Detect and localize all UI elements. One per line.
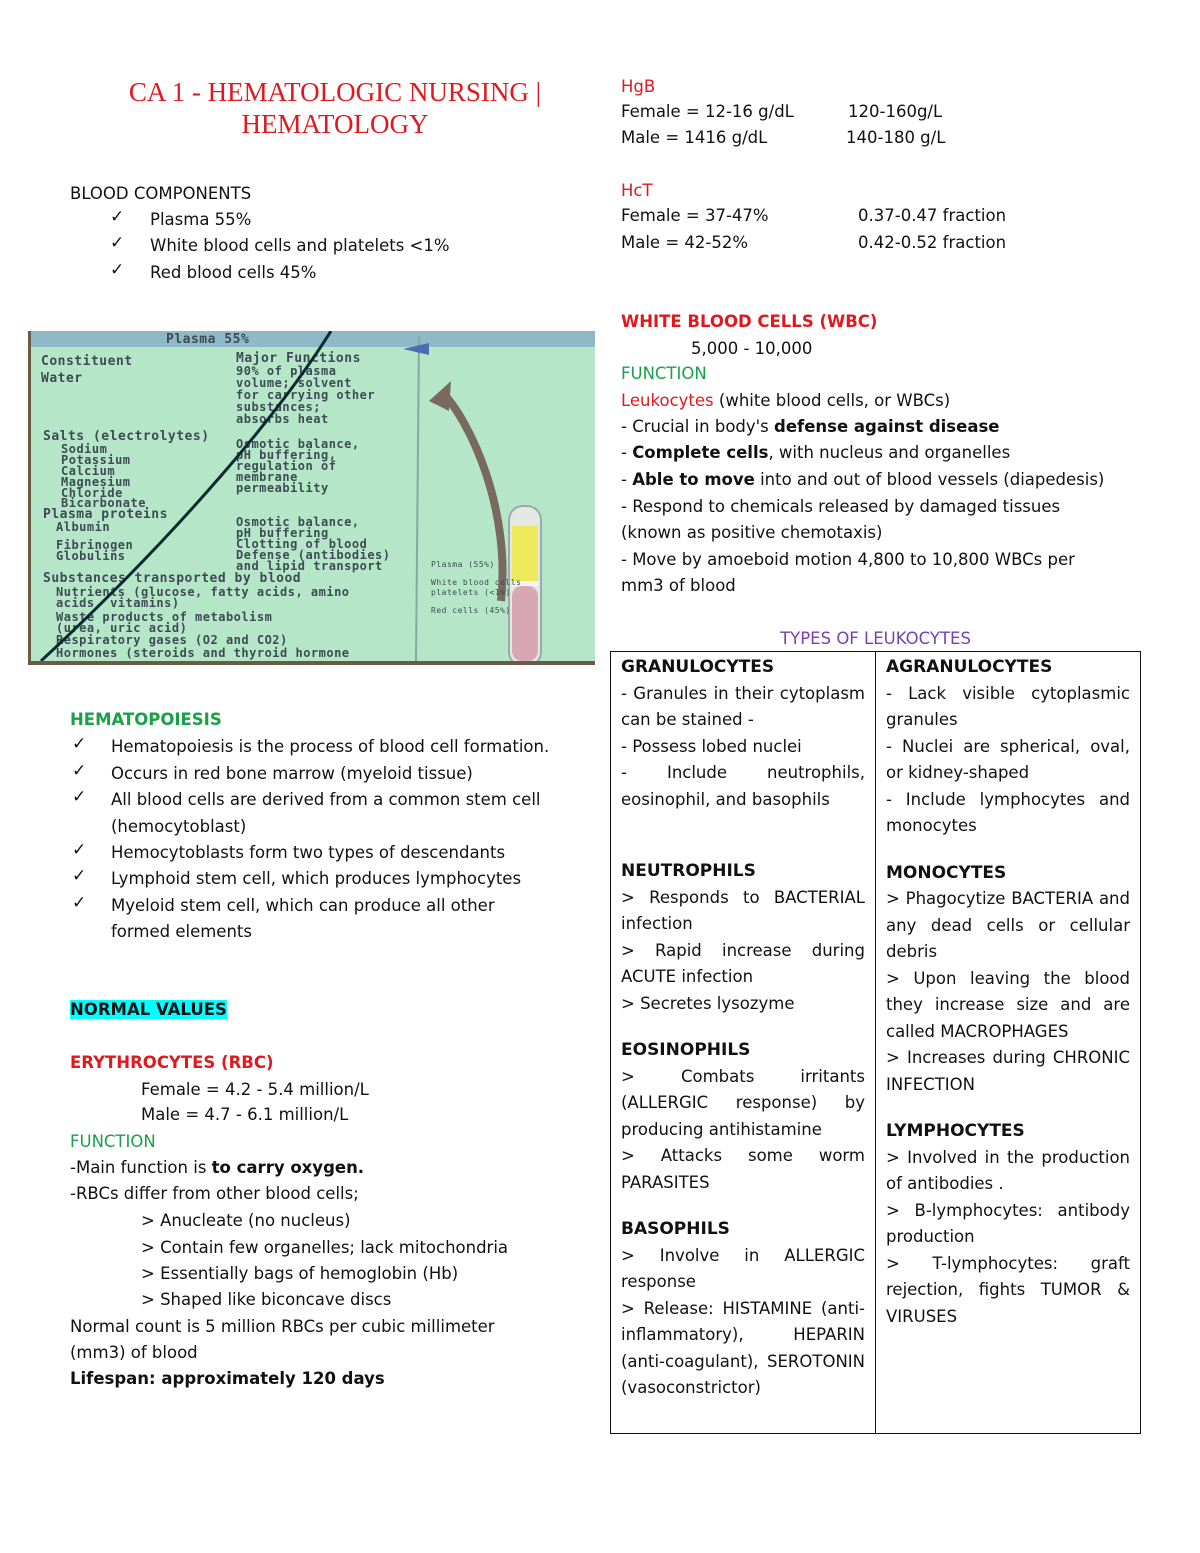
figure-text: pH buffering [236, 526, 329, 540]
tube-label-plasma: Plasma (55%) [431, 560, 495, 569]
hgb-label: HgB [621, 77, 656, 96]
figure-text: Bicarbonate [61, 496, 146, 510]
hgb-male: Male = 1416 g/dL [621, 128, 768, 147]
text-span: - Crucial in body's [621, 417, 775, 436]
bold-span: Able to move [632, 470, 755, 489]
list-item: > T-lymphocytes: graft rejection, fights TUMOR & VIRUSES [886, 1253, 1130, 1326]
figure-text: Plasma proteins [43, 507, 168, 522]
spacer [621, 1017, 865, 1037]
figure-text: Sodium [61, 442, 108, 456]
hgb-female-si: 120-160g/L [848, 102, 943, 121]
hematopoiesis-item: Lymphoid stem cell, which produces lymphocytes [111, 869, 522, 888]
figure-header-text: Plasma 55% [166, 332, 250, 347]
figure-text: Chloride [61, 486, 123, 500]
blood-component-item: White blood cells and platelets <1% [150, 236, 450, 255]
wbc-point [621, 470, 1104, 490]
figure-text: Globulins [56, 549, 126, 563]
list-item: > Upon leaving the blood they increase size and are called MACROPHAGES [886, 968, 1130, 1041]
wbc-leukocytes [621, 391, 950, 411]
list-item: > Involve in ALLERGIC response [621, 1245, 865, 1291]
hct-male-si: 0.42-0.52 fraction [858, 233, 1007, 252]
bold-span: Complete cells [632, 443, 769, 462]
figure-text: Substances transported by blood [43, 571, 302, 586]
figure-text: Potassium [61, 453, 131, 467]
figure-text: Fibrinogen [56, 538, 134, 552]
figure-text: (urea, uric acid) [56, 621, 188, 635]
rbc-heading: ERYTHROCYTES (RBC) [70, 1053, 274, 1072]
checkmark-icon: ✓ [72, 840, 87, 860]
text-span: into and out of blood vessels (diapedesis) [754, 470, 1105, 489]
rbc-sub-item: > Anucleate (no nucleus) [141, 1211, 351, 1230]
figure-text: acids, vitamins) [56, 596, 180, 610]
list-item: > Involved in the production of antibodies . [886, 1147, 1130, 1193]
checkmark-icon: ✓ [72, 866, 87, 886]
wbc-point [621, 443, 1010, 463]
rbc-function-label: FUNCTION [70, 1132, 156, 1151]
list-item: > Increases during CHRONIC INFECTION [886, 1048, 1130, 1094]
rbc-normal-count-cont: (mm3) of blood [70, 1343, 198, 1362]
list-item: > Release: HISTAMINE (anti-inflammatory), HEPARIN (anti-coagulant), SEROTONIN (vasoconstrictor) [621, 1298, 865, 1397]
figure-text: Waste products of metabolism [56, 610, 273, 624]
tube-label-platelets: platelets (<1%) [431, 588, 511, 597]
wbc-function-label: FUNCTION [621, 364, 707, 383]
hgb-female: Female = 12-16 g/dL [621, 102, 794, 121]
list-item: - Include lymphocytes and monocytes [886, 789, 1130, 835]
list-item: > Combats irritants (ALLERGIC response) by producing antihistamine [621, 1066, 865, 1139]
rbc-main-function [70, 1158, 364, 1178]
text-span: (white blood cells, or WBCs) [713, 391, 951, 410]
monocytes-heading: MONOCYTES [886, 862, 1007, 883]
leukocytes-word: Leukocytes [621, 391, 714, 410]
spacer [886, 840, 1130, 860]
hematopoiesis-heading: HEMATOPOIESIS [70, 710, 222, 729]
checkmark-icon: ✓ [72, 787, 87, 807]
rbc-male-value: Male = 4.7 - 6.1 million/L [141, 1105, 349, 1124]
rbc-sub-item: > Shaped like biconcave discs [141, 1290, 392, 1309]
figure-text: regulation of [236, 459, 337, 473]
list-item: > Secretes lysozyme [621, 993, 795, 1013]
blood-component-item: Plasma 55% [150, 210, 252, 229]
wbc-point [621, 417, 999, 437]
tube-label-rbc: Red cells (45%) [431, 606, 511, 615]
blood-components-heading: BLOOD COMPONENTS [70, 184, 252, 203]
hematopoiesis-item: formed elements [111, 922, 252, 941]
normal-values-highlight: NORMAL VALUES [70, 1000, 227, 1019]
rbc-lifespan: Lifespan: approximately 120 days [70, 1369, 385, 1388]
hct-female: Female = 37-47% [621, 206, 769, 225]
list-item: > B-lymphocytes: antibody production [886, 1200, 1130, 1246]
figure-text: substances; [236, 400, 321, 414]
wbc-range: 5,000 - 10,000 [691, 339, 813, 358]
wbc-point-cont: (known as positive chemotaxis) [621, 523, 883, 542]
wbc-heading: WHITE BLOOD CELLS (WBC) [621, 312, 878, 331]
figure-text: Clotting of blood [236, 537, 368, 551]
leukocyte-types-table [610, 651, 1141, 1434]
figure-text: 90% of plasma [236, 364, 337, 378]
figure-text: Salts (electrolytes) [43, 429, 210, 444]
checkmark-icon: ✓ [72, 761, 87, 781]
figure-text: absorbs heat [236, 412, 329, 426]
wbc-point-cont: mm3 of blood [621, 576, 736, 595]
page-title [70, 76, 600, 140]
normal-values-heading [70, 1000, 227, 1020]
figure-text: Respiratory gases (O2 and CO2) [56, 633, 288, 647]
figure-text: Magnesium [61, 475, 131, 489]
bold-span: to carry oxygen. [211, 1158, 365, 1177]
basophils-heading: BASOPHILS [621, 1219, 730, 1239]
figure-text: Hormones (steroids and thyroid hormone [56, 646, 350, 660]
wbc-point: - Respond to chemicals released by damaged tissues [621, 497, 1061, 516]
hgb-male-si: 140-180 g/L [846, 128, 946, 147]
agranulocytes-heading: AGRANULOCYTES [886, 657, 1053, 677]
hematopoiesis-item: Hemocytoblasts form two types of descendants [111, 843, 506, 862]
list-item: > Rapid increase during ACUTE infection [621, 940, 865, 986]
bold-span: defense against disease [774, 417, 1000, 436]
tube-label-wbc: White blood cells [431, 578, 522, 587]
list-item: - Granules in their cytoplasm can be stained - [621, 683, 865, 729]
figure-text: Water [41, 371, 83, 386]
wbc-point: - Move by amoeboid motion 4,800 to 10,800 WBCs per [621, 550, 1075, 569]
title-line-1: CA 1 - HEMATOLOGIC NURSING | [128, 77, 542, 107]
list-item: - Lack visible cytoplasmic granules [886, 683, 1130, 729]
rbc-sub-item: > Contain few organelles; lack mitochondria [141, 1238, 509, 1257]
list-item: - Include neutrophils, eosinophil, and basophils [621, 763, 865, 809]
hct-label: HcT [621, 181, 653, 200]
list-item: > Responds to BACTERIAL infection [621, 887, 865, 933]
blood-component-item: Red blood cells 45% [150, 263, 317, 282]
list-item: > Attacks some worm PARASITES [621, 1146, 865, 1192]
text-span: -Main function is [70, 1158, 212, 1177]
rbc-female-value: Female = 4.2 - 5.4 million/L [141, 1080, 369, 1099]
figure-col-functions: Major Functions [236, 351, 361, 366]
figure-text: Defense (antibodies) [236, 548, 391, 562]
hematopoiesis-item: Myeloid stem cell, which can produce all other [111, 896, 495, 915]
rbc-differ: -RBCs differ from other blood cells; [70, 1184, 359, 1203]
list-item: - Nuclei are spherical, oval, or kidney-shaped [886, 736, 1130, 782]
rbc-normal-count: Normal count is 5 million RBCs per cubic millimeter [70, 1317, 495, 1336]
hct-male: Male = 42-52% [621, 233, 749, 252]
leukocyte-table-caption: TYPES OF LEUKOCYTES [780, 629, 971, 648]
neutrophils-heading: NEUTROPHILS [621, 861, 756, 881]
granulocytes-heading: GRANULOCYTES [621, 657, 775, 677]
checkmark-icon: ✓ [72, 893, 87, 913]
eosinophils-heading: EOSINOPHILS [621, 1040, 751, 1060]
figure-text: Nutrients (glucose, fatty acids, amino [56, 585, 350, 599]
agranulocytes-cell [876, 652, 1141, 1434]
spacer [621, 813, 865, 858]
figure-text: and lipid transport [236, 559, 383, 573]
hematopoiesis-item: All blood cells are derived from a common stem cell [111, 790, 541, 809]
list-item: > Phagocytize BACTERIA and any dead cells or cellular debris [886, 889, 1130, 961]
spacer [886, 1098, 1130, 1118]
figure-text: permeability [236, 481, 329, 495]
checkmark-icon: ✓ [110, 233, 125, 253]
rbc-sub-item: > Essentially bags of hemoglobin (Hb) [141, 1264, 459, 1283]
checkmark-icon: ✓ [110, 207, 125, 227]
granulocytes-cell [611, 652, 876, 1434]
table-row [611, 652, 1141, 1434]
figure-col-constituent: Constituent [41, 354, 133, 369]
figure-text: membrane [236, 470, 298, 484]
hematopoiesis-item: (hemocytoblast) [111, 817, 247, 836]
text-span: , with nucleus and organelles [768, 443, 1011, 462]
hct-female-si: 0.37-0.47 fraction [858, 206, 1007, 225]
plasma-composition-figure [28, 331, 595, 665]
title-line-2: HEMATOLOGY [241, 109, 429, 139]
figure-text: pH buffering, [236, 448, 337, 462]
figure-text: volume; solvent [236, 376, 352, 390]
hematopoiesis-item: Hematopoiesis is the process of blood cell formation. [111, 737, 550, 756]
spacer [621, 1196, 865, 1216]
text-span: - [621, 470, 633, 489]
checkmark-icon: ✓ [110, 260, 125, 280]
figure-text: Calcium [61, 464, 116, 478]
lymphocytes-heading: LYMPHOCYTES [886, 1121, 1025, 1141]
hematopoiesis-item: Occurs in red bone marrow (myeloid tissue) [111, 764, 473, 783]
figure-text: Albumin [56, 520, 111, 534]
figure-text: Osmotic balance, [236, 437, 360, 451]
list-item: - Possess lobed nuclei [621, 736, 802, 756]
figure-text: for carrying other [236, 388, 376, 402]
checkmark-icon: ✓ [72, 734, 87, 754]
text-span: - [621, 443, 633, 462]
figure-text: Osmotic balance, [236, 515, 360, 529]
